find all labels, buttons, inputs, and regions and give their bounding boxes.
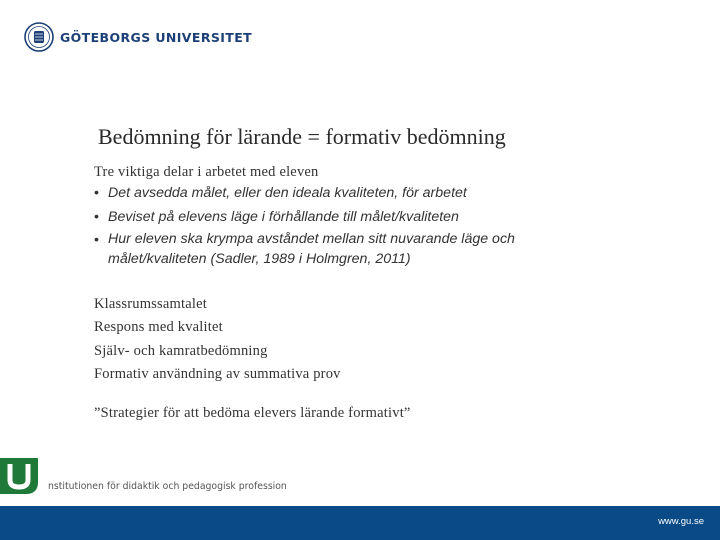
quote-text: ”Strategier för att bedöma elevers lärande formativt” [94, 405, 411, 421]
intro-text: Tre viktiga delar i arbetet med eleven [94, 164, 319, 180]
bullet-item: • Det avsedda målet, eller den ideala kvaliteten, för arbetet [94, 182, 594, 206]
list-item: Klassrumssamtalet [94, 296, 207, 312]
bullet-item: • Beviset på elevens läge i förhållande till målet/kvaliteten [94, 206, 594, 230]
list-item: Själv- och kamratbedömning [94, 342, 268, 359]
bullet-item: • Hur eleven ska krympa avståndet mellan sitt nuvarande läge och målet/kvaliteten (Sadler, 1989 i Holmgren, 2011) [94, 231, 515, 267]
institution-u-icon [0, 458, 40, 494]
bullet-icon: • [94, 185, 99, 201]
bullet-list [94, 182, 594, 269]
institution-name: nstitutionen för didaktik och pedagogisk profession [48, 481, 287, 492]
bullet-icon: • [94, 232, 99, 248]
list-item: Formativ användning av summativa prov [94, 365, 341, 382]
footer-bar [0, 506, 720, 540]
university-logo [24, 22, 252, 52]
slide-title: Bedömning för lärande = formativ bedömning [98, 124, 506, 149]
bullet-icon: • [94, 208, 99, 225]
website-link[interactable]: www.gu.se [658, 516, 704, 527]
university-seal-icon [24, 22, 54, 52]
university-name: GÖTEBORGS UNIVERSITET [60, 29, 253, 45]
practices-list [94, 293, 341, 386]
list-item: Respons med kvalitet [94, 319, 223, 336]
institution-logo [0, 458, 287, 494]
